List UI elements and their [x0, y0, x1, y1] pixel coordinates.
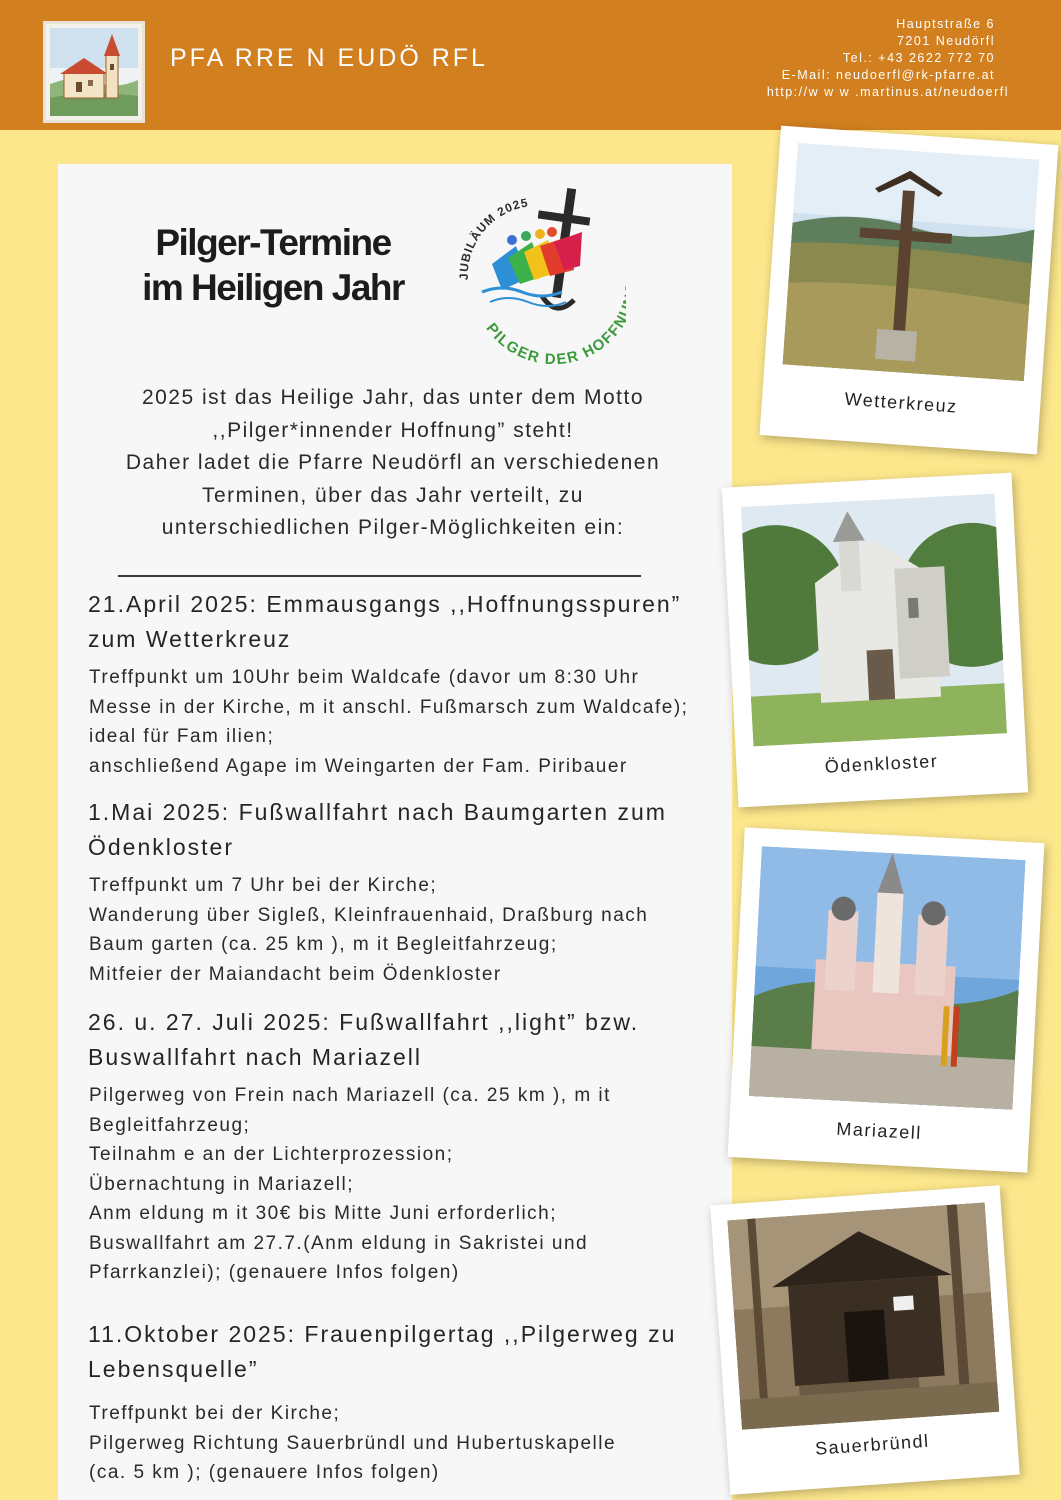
photo-caption: Sauerbründl: [814, 1430, 931, 1459]
event-heading: [88, 587, 728, 657]
event-details: [89, 1081, 728, 1288]
event-details: [89, 663, 728, 781]
event-detail-line: Wanderung über Sigleß, Kleinfrauenhaid, Draßburg nach: [89, 904, 649, 926]
event-detail-line: Pfarrkanzlei); (genauere Infos folgen): [89, 1262, 460, 1283]
photo-card-sauerbruendl: [710, 1185, 1020, 1495]
parish-logo-painting: [46, 24, 142, 120]
parish-name: PFA RRE N EUDÖ RFL: [170, 44, 488, 72]
event-detail-line: Buswallfahrt am 27.7.(Anm eldung in Sakristei und: [89, 1232, 589, 1254]
intro-line: Daher ladet die Pfarre Neudörfl an verschiedenen: [125, 451, 661, 474]
title-line-2: im Heiligen Jahr: [142, 267, 404, 308]
intro-line: ,,Pilger*innender Hoffnung” steht!: [212, 418, 574, 442]
event-detail-line: Teilnahm e an der Lichterprozession;: [89, 1144, 454, 1165]
event-details: [89, 1399, 728, 1488]
event-details: [89, 871, 728, 989]
photo-card-mariazell: [728, 827, 1045, 1172]
event-heading-line: 26. u. 27. Juli 2025: Fußwallfahrt ,,light” bzw.: [88, 1009, 640, 1035]
event-detail-line: (ca. 5 km ); (genauere Infos folgen): [89, 1462, 440, 1483]
photo-card-oedenkloster: [722, 473, 1028, 808]
event-heading: [88, 795, 728, 865]
event-detail-line: Baum garten (ca. 25 km ), m it Begleitfahrzeug;: [89, 934, 558, 955]
event-heading-line: Ödenkloster: [88, 834, 235, 860]
contact-website[interactable]: http://w w w .martinus.at/neudoerfl: [766, 85, 1009, 99]
event-fusswallfahrt-baumgarten: [88, 795, 728, 989]
wetterkreuz-photo: [783, 143, 1040, 381]
event-emmausgang: [88, 587, 728, 781]
sauerbruendl-photo: [727, 1202, 999, 1429]
event-heading-line: Lebensquelle”: [88, 1356, 259, 1382]
event-mariazell: [88, 1005, 728, 1288]
logo-arc-top-text: JUBILÄUM 2025: [456, 195, 530, 281]
event-heading-line: 1.Mai 2025: Fußwallfahrt nach Baumgarten zum: [88, 799, 667, 825]
event-detail-line: ideal für Fam ilien;: [89, 726, 275, 747]
event-heading-line: Buswallfahrt nach Mariazell: [88, 1044, 422, 1070]
oedenkloster-photo: [741, 494, 1007, 747]
main-content-panel: [58, 164, 732, 1500]
event-detail-line: Pilgerweg von Frein nach Mariazell (ca. 25 km ), m it: [89, 1085, 611, 1106]
event-detail-line: Mitfeier der Maiandacht beim Ödenkloster: [89, 963, 502, 985]
logo-arc-bottom-text: PILGER DER HOFF: [482, 320, 625, 365]
photo-caption: Ödenkloster: [824, 750, 939, 777]
event-frauenpilgertag: [88, 1317, 728, 1488]
title-line-1: Pilger-Termine: [155, 222, 391, 263]
header-bar: [0, 0, 1061, 130]
event-detail-line: Messe in der Kirche, m it anschl. Fußmarsch zum Waldcafe);: [89, 696, 689, 718]
event-heading: [88, 1005, 728, 1075]
jubilee-2025-logo: [446, 180, 626, 365]
event-detail-line: Begleitfahrzeug;: [89, 1114, 251, 1136]
event-detail-line: Treffpunkt um 7 Uhr bei der Kirche;: [89, 875, 438, 896]
event-heading: [88, 1317, 728, 1387]
event-detail-line: Pilgerweg Richtung Sauerbründl und Hubertuskapelle: [89, 1432, 617, 1454]
event-detail-line: Treffpunkt um 10Uhr beim Waldcafe (davor um 8:30 Uhr: [89, 667, 640, 688]
event-heading-line: 11.Oktober 2025: Frauenpilgertag ,,Pilgerweg zu: [88, 1321, 677, 1347]
photo-caption: Wetterkreuz: [843, 388, 959, 417]
event-detail-line: Treffpunkt bei der Kirche;: [89, 1403, 341, 1424]
contact-address-city: 7201 Neudörfl: [896, 34, 995, 48]
event-heading-line: zum Wetterkreuz: [88, 626, 292, 652]
contact-block: [695, 16, 1009, 101]
event-heading-line: 21.April 2025: Emmausgangs ,,Hoffnungsspuren”: [88, 591, 682, 617]
intro-text: [88, 382, 698, 545]
photo-card-wetterkreuz: [760, 126, 1059, 455]
intro-line: 2025 ist das Heilige Jahr, das unter dem Motto: [141, 386, 645, 409]
event-detail-line: Anm eldung m it 30€ bis Mitte Juni erforderlich;: [89, 1203, 558, 1224]
intro-line: Terminen, über das Jahr verteilt, zu: [202, 483, 584, 507]
event-detail-line: anschließend Agape im Weingarten der Fam. Piribauer: [89, 755, 628, 777]
mariazell-photo: [749, 846, 1026, 1109]
page-title: [113, 220, 433, 310]
contact-email[interactable]: E-Mail: neudoerfl@rk-pfarre.at: [781, 68, 995, 82]
contact-phone: Tel.: +43 2622 772 70: [842, 51, 995, 65]
section-divider: [118, 575, 641, 577]
intro-line: unterschiedlichen Pilger-Möglichkeiten ein:: [161, 516, 625, 539]
contact-address-street: Hauptstraße 6: [896, 17, 995, 31]
photo-caption: Mariazell: [835, 1118, 923, 1144]
event-detail-line: Übernachtung in Mariazell;: [89, 1173, 355, 1195]
